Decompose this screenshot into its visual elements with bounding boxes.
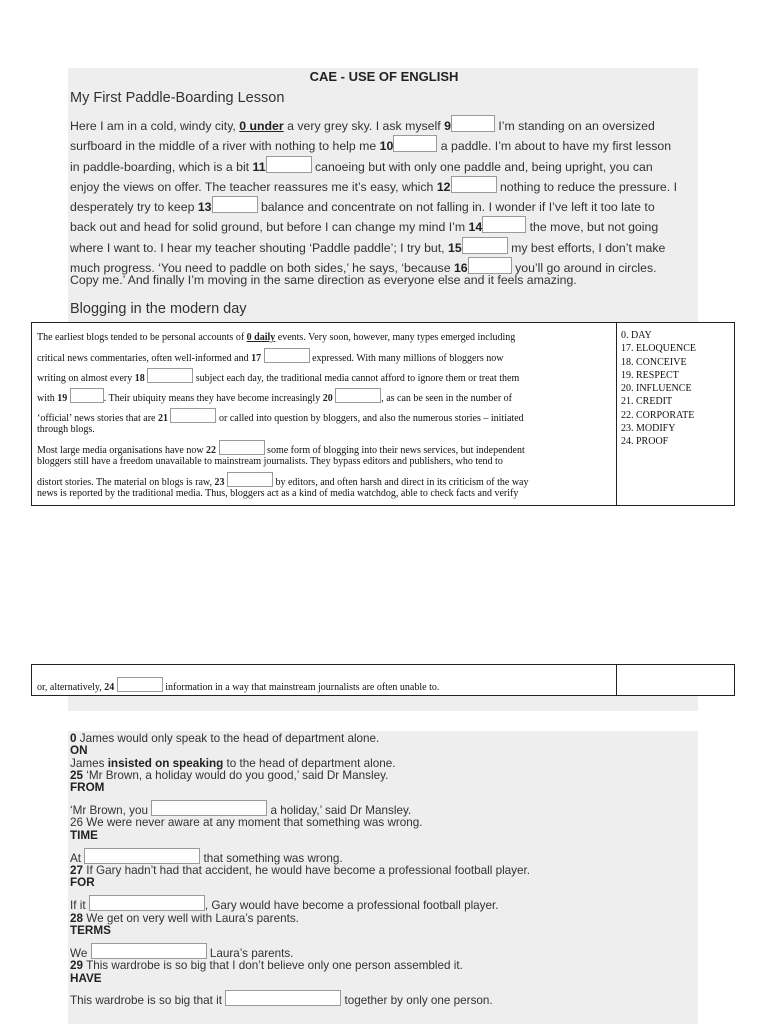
section1-passage: Here I am in a cold, windy city, 0 under a very grey sky. I ask myself 9 I’m standing on an oversized surfboard in the middle of a river with nothing to help me 10 a paddle. I’m about to have my first lesson in paddle-boarding, which is a bit 11 canoeing but with only one paddle and, being upright, you can enjoy the views on offer. The teacher reassures me it’s easy, which 12 nothing to reduce the pressure. I desperately try to keep 13 balance and concentrate on not falling in. I wonder if I’ve left it too late to back out and head for solid ground, but before I can change my mind I’m 14 the move, but not going where I want to. I hear my teacher shouting ‘Paddle paddle’; I try but, 15 my best efforts, I don’t make much progress. ‘You need to paddle on both sides,’ he says, ‘because 16 you’ll go around in circles. Copy me.’ And finally I’m moving in the same direction as everyone else and it feels amazing.	[70, 115, 702, 290]
gap-12-input[interactable]	[451, 176, 497, 193]
answer-29-input[interactable]	[225, 990, 341, 1006]
keyword: TERMS	[70, 923, 111, 937]
gap-21-input[interactable]	[170, 408, 216, 423]
answer-27-input[interactable]	[89, 895, 205, 911]
blogging-table-continued	[31, 664, 735, 696]
word-list	[621, 329, 696, 449]
blogging-table	[31, 322, 735, 506]
keyword: FOR	[70, 876, 95, 890]
word-item: 0. DAY	[621, 330, 652, 341]
answer-26-input[interactable]	[84, 848, 200, 864]
section2-bottom-background	[68, 696, 698, 711]
word-item: 24. PROOF	[621, 436, 669, 448]
gap-17-input[interactable]	[264, 348, 310, 363]
gap-24-input[interactable]	[117, 677, 163, 692]
word-item: 17. ELOQUENCE	[621, 343, 696, 355]
gap-19-input[interactable]	[70, 388, 104, 403]
word-item: 20. INFLUENCE	[621, 383, 692, 395]
keyword: FROM	[70, 781, 105, 795]
gap-11-input[interactable]	[266, 156, 312, 173]
section1-heading: My First Paddle-Boarding Lesson	[70, 90, 285, 106]
gap-15-input[interactable]	[462, 237, 508, 254]
word-item: 19. RESPECT	[621, 369, 679, 381]
key-word-transformations: 0 James would only speak to the head of department alone. ON James insisted on speaking to the head of department alone. 25 ‘Mr Brown, a holiday would do you good,’ said Dr Mansley. FROM ‘Mr Brown, you a holiday,’ said Dr Mansley. 26 We were never aware at any moment that something was wrong. TIME At that something was wrong. 27 If Gary hadn’t had that accident, he would have become a professional football player. FOR If it , Gary would have become a professional football player. 28 We get on very well with Laura’s parents. TERMS We Laura’s parents. 29 This wardrobe is so big that I don’t believe only one person assembled it. HAVE This wardrobe is so big that it together by only one person.	[70, 733, 670, 1008]
keyword: TIME	[70, 828, 98, 842]
example-answer: 0 under	[239, 119, 284, 133]
section2-passage: The earliest blogs tended to be personal accounts of 0 daily events. Very soon, however, many types emerged including critical news commentaries, often well-informed and 17 expressed. With many millions of bloggers now writing on almost every 18 subject each day, the traditional media cannot afford to ignore them or treat them with 19 . Their ubiquity means they have become increasingly 20 , as can be seen in the number of ‘official’ news stories that are 21 or called into question by bloggers, and also the numerous stories – initiated through blogs. Most large media organisations have now 22 some form of blogging into their news services, but independent bloggers still have a freedom unavailable to mainstream journalists. They bypass editors and publishers, who tend to distort stories. The material on blogs is raw, 23 by editors, and often harsh and direct in its criticism of the way news is reported by the traditional media. Thus, bloggers act as a kind of media watchdog, able to check facts and verify	[37, 332, 529, 499]
gap-14-input[interactable]	[482, 216, 526, 233]
example-answer: 0 daily	[246, 332, 276, 343]
word-item: 18. CONCEIVE	[621, 356, 687, 368]
gap-9-input[interactable]	[451, 115, 495, 132]
page-title: CAE - USE OF ENGLISH	[309, 69, 459, 84]
gap-10-input[interactable]	[393, 135, 437, 152]
table-divider	[616, 323, 617, 505]
answer-28-input[interactable]	[91, 943, 207, 959]
word-item: 21. CREDIT	[621, 396, 673, 408]
keyword: HAVE	[70, 971, 102, 985]
gap-20-input[interactable]	[335, 388, 381, 403]
word-item: 22. CORPORATE	[621, 409, 695, 421]
table-divider	[616, 665, 617, 695]
gap-13-input[interactable]	[212, 196, 258, 213]
gap-18-input[interactable]	[147, 368, 193, 383]
keyword: ON	[70, 744, 88, 758]
section2-passage-continued: or, alternatively, 24 information in a way that mainstream journalists are often unable to.	[37, 677, 439, 693]
answer-25-input[interactable]	[151, 800, 267, 816]
word-item: 23. MODIFY	[621, 423, 676, 435]
section2-heading: Blogging in the modern day	[70, 301, 247, 317]
